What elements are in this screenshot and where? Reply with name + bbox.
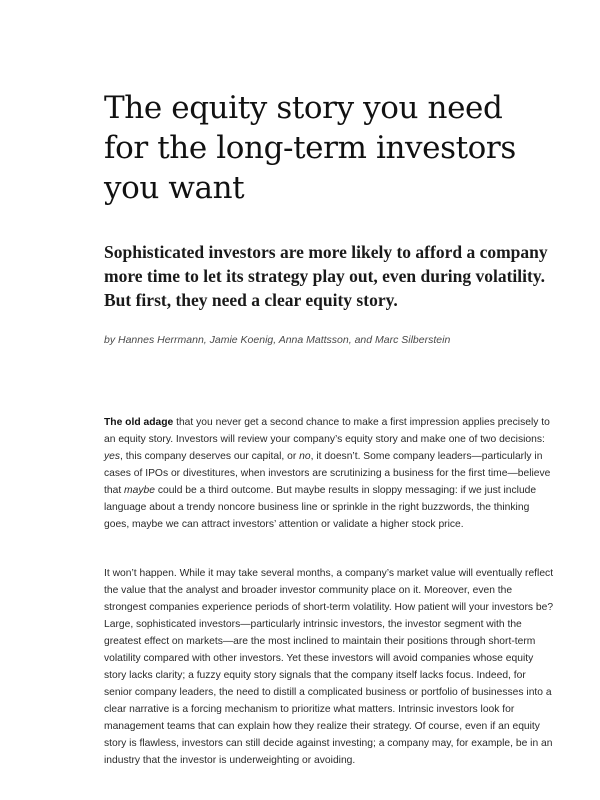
paragraph-text: that you never get a second chance to make a first impression applies precisely to an equity story. Investors will review your company’s equity story and make one of two decisions:: [104, 417, 550, 445]
emphasis-text: yes: [104, 451, 121, 462]
logo-fragment: [104, 0, 224, 8]
body-paragraph-1: [104, 414, 554, 533]
paragraph-text: could be a third outcome. But maybe results in sloppy messaging: if we just include language about a trendy noncore business line or sprinkle in the right buzzwords, the thinking goes, maybe we can attract investors’ attention or validate a higher stock price.: [104, 485, 537, 530]
emphasis-text: no: [299, 451, 311, 462]
lead-in-text: The old adage: [104, 417, 174, 428]
body-paragraph-2: It won’t happen. While it may take several months, a company’s market value will eventually reflect the value that the analyst and broader investor community place on it. Moreover, even the strongest companies experience periods of short-term volatility. How patient will your investors be? Large, sophisticated investors—particularly intrinsic investors, the investor segment with the greatest effect on markets—are the most inclined to maintain their positions through short-term volatility compared with other investors. Yet these investors will avoid companies whose equity story lacks clarity; a fuzzy equity story signals that the company itself lacks focus. Indeed, for senior company leaders, the need to distill a complicated business or portfolio of businesses into a clear narrative is a forcing mechanism to prioritize what matters. Intrinsic investors look for management teams that can explain how they realize their strategy. Of course, even if an equity story is flawless, investors can still decide against investing; a company may, for example, be in an industry that the investor is underweighting or avoiding.: [104, 568, 554, 766]
article-title: The equity story you need for the long-term investors you want: [104, 90, 516, 206]
article-byline: by Hannes Herrmann, Jamie Koenig, Anna Mattsson, and Marc Silberstein: [104, 334, 451, 346]
paragraph-text: , it doesn’t. Some company leaders—particularly in cases of IPOs or divestitures, when investors are scrutinizing a business for the first time—believe that: [104, 451, 551, 496]
emphasis-text: maybe: [124, 485, 155, 496]
paragraph-text: , this company deserves our capital, or: [120, 451, 300, 462]
article-deck: Sophisticated investors are more likely to afford a company more time to let its strategy play out, even during volatility. But first, they need a clear equity story.: [104, 242, 548, 310]
